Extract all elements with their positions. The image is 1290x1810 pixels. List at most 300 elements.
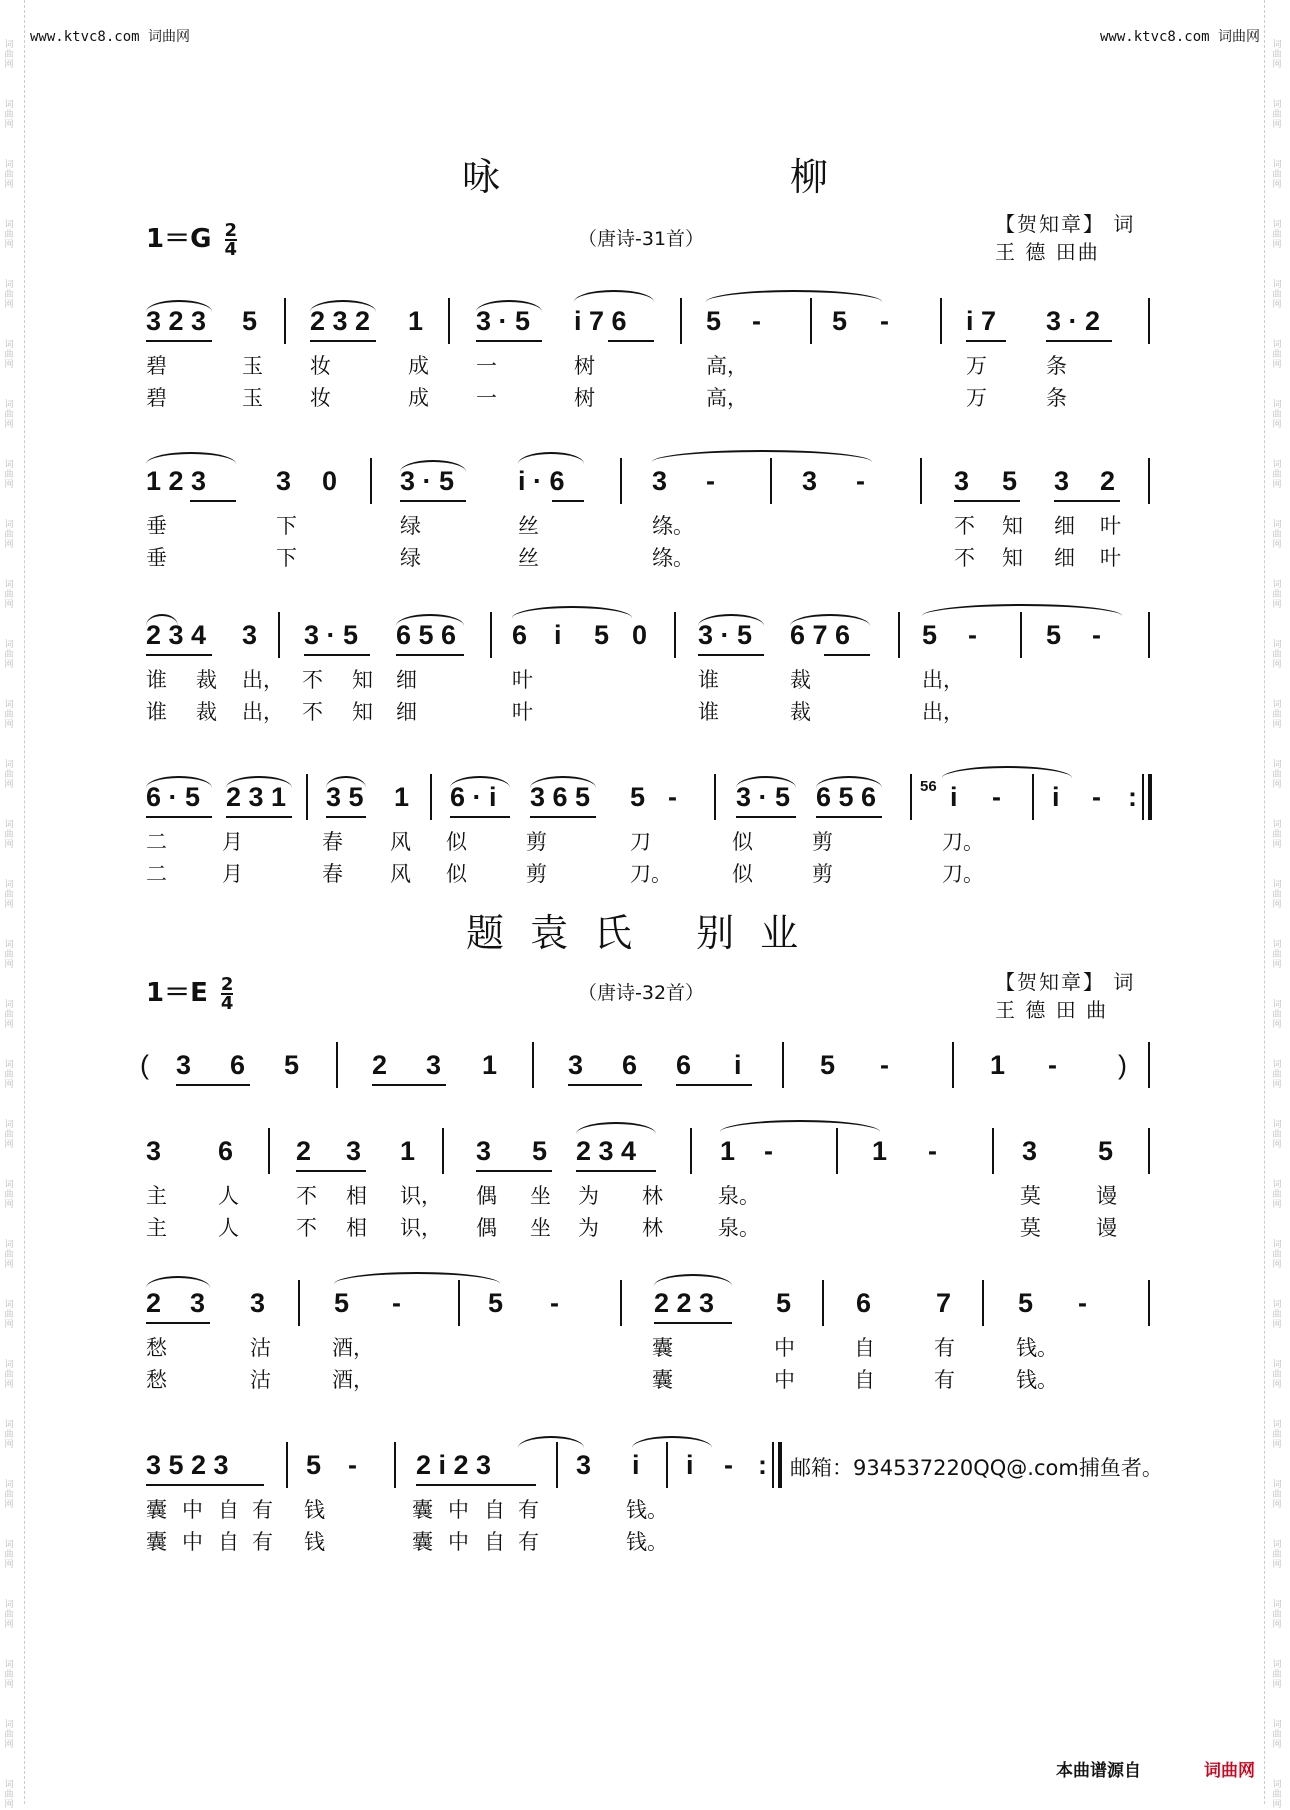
lyric: 剪 <box>812 862 833 886</box>
side-watermark: 词 曲 网 <box>4 160 14 190</box>
underline-beam <box>396 654 464 656</box>
side-watermark: 词 曲 网 <box>4 700 14 730</box>
underline-beam <box>310 340 376 342</box>
lyric: 愁 <box>146 1368 167 1392</box>
note: 3 6 5 <box>530 782 591 812</box>
side-watermark: 词 曲 网 <box>1272 580 1282 610</box>
slur <box>146 614 178 626</box>
side-watermark: 词 曲 网 <box>1272 40 1282 70</box>
barline <box>448 298 450 344</box>
lyrics-line-1 <box>146 350 1151 378</box>
barline <box>690 1128 692 1174</box>
underline-beam <box>576 1170 656 1172</box>
lyrics-line-1 <box>146 826 1151 854</box>
note: 6 <box>512 620 528 650</box>
note: 5 <box>1098 1136 1114 1166</box>
lyric: 有 <box>934 1368 955 1392</box>
underline-beam <box>450 816 510 818</box>
slur <box>574 290 654 302</box>
note: 6 <box>856 1288 872 1318</box>
lyric: 不 <box>954 514 975 538</box>
lyric: 绦。 <box>652 514 694 538</box>
slur <box>736 776 796 788</box>
lyric: 条 <box>1046 386 1067 410</box>
note: 2 3 1 <box>226 782 287 812</box>
note: 5 <box>1002 466 1018 496</box>
note: - <box>968 620 977 650</box>
note: 3 <box>250 1288 266 1318</box>
barline <box>898 612 900 658</box>
slur <box>518 1436 584 1448</box>
slur <box>530 776 596 788</box>
note: - <box>880 306 889 336</box>
lyric: 坐 <box>530 1216 551 1240</box>
slur <box>632 1436 712 1448</box>
note: i <box>734 1050 742 1080</box>
side-watermark: 词 曲 网 <box>4 100 14 130</box>
barline <box>666 1442 668 1488</box>
barline <box>822 1280 824 1326</box>
notes-line <box>140 1050 1151 1090</box>
barline <box>458 1280 460 1326</box>
side-watermark: 词 曲 网 <box>1272 220 1282 250</box>
underline-beam <box>190 500 236 502</box>
note: 1 2 3 <box>146 466 207 496</box>
ts-bottom: 4 <box>220 992 234 1014</box>
underline-beam <box>372 1084 446 1086</box>
lyric: 叶 <box>1100 546 1121 570</box>
lyric: 剪 <box>812 830 833 854</box>
lyric: 刀。 <box>630 862 672 886</box>
final-barline <box>778 1442 782 1488</box>
note: 3 <box>802 466 818 496</box>
lyric: 莫 <box>1020 1184 1041 1208</box>
barline <box>680 298 682 344</box>
note: 3 <box>568 1050 584 1080</box>
lyric: 刀。 <box>942 862 984 886</box>
side-watermark: 词 曲 网 <box>1272 700 1282 730</box>
barline <box>394 1442 396 1488</box>
lyrics-line-2 <box>146 1212 1151 1240</box>
lyric: 钱。 <box>626 1498 668 1522</box>
lyric: 钱。 <box>1016 1368 1058 1392</box>
slur <box>518 452 584 464</box>
lyric: 出， <box>242 700 284 724</box>
side-watermark: 词 曲 网 <box>1272 520 1282 550</box>
lyric: 谁 <box>698 700 719 724</box>
note: - <box>668 782 677 812</box>
lyric: 愁 <box>146 1336 167 1360</box>
song2-title: 题袁氏 别业 <box>466 911 825 955</box>
note: 5 <box>334 1288 350 1318</box>
lyric: 有 <box>252 1498 273 1522</box>
side-watermark: 词 曲 网 <box>1272 100 1282 130</box>
lyrics-line-1 <box>146 1494 1151 1522</box>
underline-beam <box>176 1084 250 1086</box>
lyric: 似 <box>446 862 467 886</box>
barline <box>490 612 492 658</box>
paren: ( <box>140 1050 149 1080</box>
lyric: 知 <box>352 668 373 692</box>
header-left-url: www.ktvc8.com 词曲网 <box>30 29 191 45</box>
note: 6 <box>622 1050 638 1080</box>
lyric: 下 <box>276 514 297 538</box>
note: 1 <box>872 1136 888 1166</box>
side-watermark: 词 曲 网 <box>4 760 14 790</box>
note: 6 <box>676 1050 692 1080</box>
grace-note: 56 <box>920 778 937 795</box>
side-watermark: 词 曲 网 <box>4 1060 14 1090</box>
barline <box>674 612 676 658</box>
note: 5 <box>284 1050 300 1080</box>
note: 7 <box>936 1288 952 1318</box>
underline-beam <box>1054 500 1120 502</box>
lyric: 偶 <box>476 1184 497 1208</box>
lyric: 识， <box>400 1216 442 1240</box>
barline <box>1032 774 1034 820</box>
note: 6 <box>230 1050 246 1080</box>
lyric: 中 <box>448 1530 469 1554</box>
lyric: 知 <box>352 700 373 724</box>
song1-key: 1＝G <box>146 224 212 254</box>
slur <box>942 766 1072 778</box>
footer-site-link[interactable]: 词曲网 <box>1204 1761 1255 1781</box>
note: - <box>1092 782 1101 812</box>
side-watermark: 词 曲 网 <box>1272 640 1282 670</box>
barline <box>298 1280 300 1326</box>
note: - <box>1092 620 1101 650</box>
lyric: 囊 <box>652 1336 673 1360</box>
song2-key-signature <box>146 972 233 1012</box>
lyric: 自 <box>218 1498 239 1522</box>
slur <box>790 614 870 626</box>
side-watermark: 词 曲 网 <box>1272 1540 1282 1570</box>
lyric: 自 <box>484 1498 505 1522</box>
barline <box>1148 1280 1150 1326</box>
lyric: 妆 <box>310 386 331 410</box>
side-watermark: 词 曲 网 <box>1272 1780 1282 1810</box>
note: 5 <box>594 620 610 650</box>
lyric: 主 <box>146 1184 167 1208</box>
note: 5 <box>532 1136 548 1166</box>
note: 3 <box>1054 466 1070 496</box>
side-watermark: 词 曲 网 <box>1272 940 1282 970</box>
side-watermark: 词 曲 网 <box>4 1720 14 1750</box>
note: - <box>856 466 865 496</box>
lyrics-line-2 <box>146 542 1151 570</box>
note: 2 <box>146 1288 162 1318</box>
slur <box>146 452 236 464</box>
underline-beam <box>476 340 542 342</box>
repeat-dots: : <box>758 1450 767 1480</box>
lyric: 酒， <box>332 1336 374 1360</box>
lyric: 玉 <box>242 386 263 410</box>
lyric: 裁 <box>790 668 811 692</box>
barline <box>268 1128 270 1174</box>
lyric: 二 <box>146 830 167 854</box>
note: 2 2 3 <box>654 1288 715 1318</box>
lyric: 万 <box>966 386 987 410</box>
note: 5 <box>306 1450 322 1480</box>
lyric: 有 <box>252 1530 273 1554</box>
lyric: 不 <box>296 1184 317 1208</box>
underline-beam <box>568 1084 642 1086</box>
lyric: 不 <box>954 546 975 570</box>
lyric: 钱。 <box>1016 1336 1058 1360</box>
lyric: 似 <box>446 830 467 854</box>
note: 1 <box>990 1050 1006 1080</box>
lyric: 剪 <box>526 862 547 886</box>
underline-beam <box>736 816 796 818</box>
lyric: 碧 <box>146 354 167 378</box>
notes-line <box>146 778 1151 822</box>
notes-line <box>146 1288 1151 1328</box>
note: - <box>706 466 715 496</box>
note: 3 <box>954 466 970 496</box>
barline <box>1020 612 1022 658</box>
note: 3 5 2 3 <box>146 1450 229 1480</box>
lyric: 裁 <box>196 668 217 692</box>
lyric: 知 <box>1002 514 1023 538</box>
side-watermark: 词 曲 网 <box>4 1480 14 1510</box>
lyric: 人 <box>218 1216 239 1240</box>
lyric: 月 <box>222 830 243 854</box>
slur <box>476 300 542 312</box>
lyric: 绿 <box>400 546 421 570</box>
note: 2 i 2 3 <box>416 1450 492 1480</box>
note: 5 <box>706 306 722 336</box>
side-watermark: 词 曲 网 <box>4 220 14 250</box>
song1-composer: 王 德 田曲 <box>995 240 1100 264</box>
underline-beam <box>654 1322 732 1324</box>
ts-bottom: 4 <box>224 238 238 260</box>
note: 6 7 6 <box>790 620 851 650</box>
lyric: 谁 <box>146 700 167 724</box>
right-watermark-strip <box>1268 0 1290 1810</box>
lyric: 细 <box>1054 546 1075 570</box>
note: 5 <box>630 782 646 812</box>
footer-source: 本曲谱源自 <box>1056 1761 1141 1781</box>
slur <box>698 614 764 626</box>
underline-beam <box>226 816 292 818</box>
barline <box>810 298 812 344</box>
side-watermark: 词 曲 网 <box>4 1240 14 1270</box>
note: 3 <box>146 1136 162 1166</box>
note: 3 · 2 <box>1046 306 1101 336</box>
underline-beam <box>824 654 870 656</box>
note: 5 <box>820 1050 836 1080</box>
song2-subtitle: （唐诗-32首） <box>578 982 705 1004</box>
note: - <box>1048 1050 1057 1080</box>
lyric: 中 <box>448 1498 469 1522</box>
final-barline <box>1148 774 1152 820</box>
ts-top: 2 <box>220 973 234 995</box>
ts-top: 2 <box>224 219 238 241</box>
barline <box>952 1042 954 1088</box>
slur <box>400 460 466 472</box>
lyric: 知 <box>1002 546 1023 570</box>
side-watermark: 词 曲 网 <box>4 1420 14 1450</box>
lyric: 风 <box>390 830 411 854</box>
lyric: 相 <box>346 1216 367 1240</box>
lyric: 酒， <box>332 1368 374 1392</box>
side-watermark: 词 曲 网 <box>4 520 14 550</box>
note: i <box>1052 782 1060 812</box>
note: 3 <box>346 1136 362 1166</box>
note: 3 <box>276 466 292 496</box>
lyric: 一 <box>476 354 497 378</box>
barline <box>286 1442 288 1488</box>
side-watermark: 词 曲 网 <box>4 1780 14 1810</box>
side-watermark: 词 曲 网 <box>4 580 14 610</box>
barline <box>992 1128 994 1174</box>
note: 5 <box>776 1288 792 1318</box>
underline-beam <box>676 1084 752 1086</box>
song2-composer: 王 德 田 曲 <box>995 998 1109 1022</box>
slur <box>396 614 464 626</box>
lyric: 条 <box>1046 354 1067 378</box>
side-watermark: 词 曲 网 <box>4 1000 14 1030</box>
lyric: 绿 <box>400 514 421 538</box>
underline-beam <box>146 816 212 818</box>
lyric: 裁 <box>196 700 217 724</box>
note: 3 · 5 <box>400 466 455 496</box>
note: 1 <box>408 306 424 336</box>
barline <box>714 774 716 820</box>
note: 5 <box>1046 620 1062 650</box>
lyric: 莫 <box>1020 1216 1041 1240</box>
note: 3 · 5 <box>476 306 531 336</box>
side-watermark: 词 曲 网 <box>4 460 14 490</box>
note: 5 <box>1018 1288 1034 1318</box>
barline <box>1148 612 1150 658</box>
lyric: 春 <box>322 862 343 886</box>
side-watermark: 词 曲 网 <box>4 280 14 310</box>
note: 0 <box>632 620 648 650</box>
note: - <box>550 1288 559 1318</box>
lyric: 自 <box>484 1530 505 1554</box>
lyric: 垂 <box>146 514 167 538</box>
note: i <box>632 1450 640 1480</box>
note: 3 <box>1022 1136 1038 1166</box>
lyrics-line-1 <box>146 510 1151 538</box>
lyric: 刀。 <box>942 830 984 854</box>
note: i <box>554 620 562 650</box>
side-watermark: 词 曲 网 <box>1272 1660 1282 1690</box>
slur <box>922 604 1122 616</box>
slur <box>226 776 292 788</box>
lyric: 高， <box>706 386 748 410</box>
underline-beam <box>966 340 1006 342</box>
note: 6 <box>218 1136 234 1166</box>
side-watermark: 词 曲 网 <box>4 940 14 970</box>
lyrics-line-2 <box>146 858 1151 886</box>
note: 5 <box>488 1288 504 1318</box>
lyric: 中 <box>182 1498 203 1522</box>
right-border-line <box>1264 0 1265 1804</box>
lyric: 沽 <box>250 1336 271 1360</box>
side-watermark: 词 曲 网 <box>1272 1300 1282 1330</box>
lyric: 下 <box>276 546 297 570</box>
lyric: 高， <box>706 354 748 378</box>
lyric: 树 <box>574 354 595 378</box>
side-watermark: 词 曲 网 <box>1272 1480 1282 1510</box>
slur <box>146 300 212 312</box>
side-watermark: 词 曲 网 <box>1272 1000 1282 1030</box>
lyric: 似 <box>732 862 753 886</box>
note: 3 · 5 <box>304 620 359 650</box>
lyric: 细 <box>396 668 417 692</box>
lyrics-line-2 <box>146 1526 1151 1554</box>
lyrics-line-1 <box>146 664 1151 692</box>
underline-beam <box>1046 340 1112 342</box>
lyric: 谩 <box>1096 1216 1117 1240</box>
barline <box>836 1128 838 1174</box>
barline <box>620 458 622 504</box>
lyric: 人 <box>218 1184 239 1208</box>
note: 6 5 6 <box>816 782 877 812</box>
side-watermark: 词 曲 网 <box>1272 1420 1282 1450</box>
side-watermark: 词 曲 网 <box>4 880 14 910</box>
note: 6 · 5 <box>146 782 201 812</box>
lyric: 玉 <box>242 354 263 378</box>
side-watermark: 词 曲 网 <box>1272 1240 1282 1270</box>
barline <box>306 774 308 820</box>
lyric: 谁 <box>698 668 719 692</box>
song1-time-signature <box>224 219 238 260</box>
lyrics-line-1 <box>146 1180 1151 1208</box>
side-watermark: 词 曲 网 <box>1272 340 1282 370</box>
song2-time-signature <box>220 973 234 1014</box>
lyric: 不 <box>296 1216 317 1240</box>
note: 3 <box>476 1136 492 1166</box>
note: - <box>764 1136 773 1166</box>
note: 2 <box>1100 466 1116 496</box>
lyric: 妆 <box>310 354 331 378</box>
barline <box>1148 1042 1150 1088</box>
underline-beam <box>608 340 654 342</box>
lyric: 剪 <box>526 830 547 854</box>
note: 6 5 6 <box>396 620 457 650</box>
side-watermark: 词 曲 网 <box>4 820 14 850</box>
barline <box>1148 458 1150 504</box>
note: - <box>992 782 1001 812</box>
note: i <box>686 1450 694 1480</box>
side-watermark: 词 曲 网 <box>4 400 14 430</box>
lyric: 月 <box>222 862 243 886</box>
barline <box>532 1042 534 1088</box>
side-watermark: 词 曲 网 <box>1272 1180 1282 1210</box>
barline <box>920 458 922 504</box>
lyric: 坐 <box>530 1184 551 1208</box>
barline <box>940 298 942 344</box>
note: 1 <box>400 1136 416 1166</box>
note: 1 <box>394 782 410 812</box>
underline-beam <box>552 500 584 502</box>
song1-key-signature <box>146 218 237 258</box>
barline <box>770 458 772 504</box>
note: 5 <box>242 306 258 336</box>
lyric: 春 <box>322 830 343 854</box>
underline-beam <box>416 1484 536 1486</box>
side-watermark: 词 曲 网 <box>4 640 14 670</box>
note: 2 3 4 <box>576 1136 637 1166</box>
note: 3 <box>242 620 258 650</box>
barline <box>1148 298 1150 344</box>
paren: ) <box>1118 1050 1127 1080</box>
side-watermark: 词 曲 网 <box>4 340 14 370</box>
lyric: 囊 <box>146 1498 167 1522</box>
